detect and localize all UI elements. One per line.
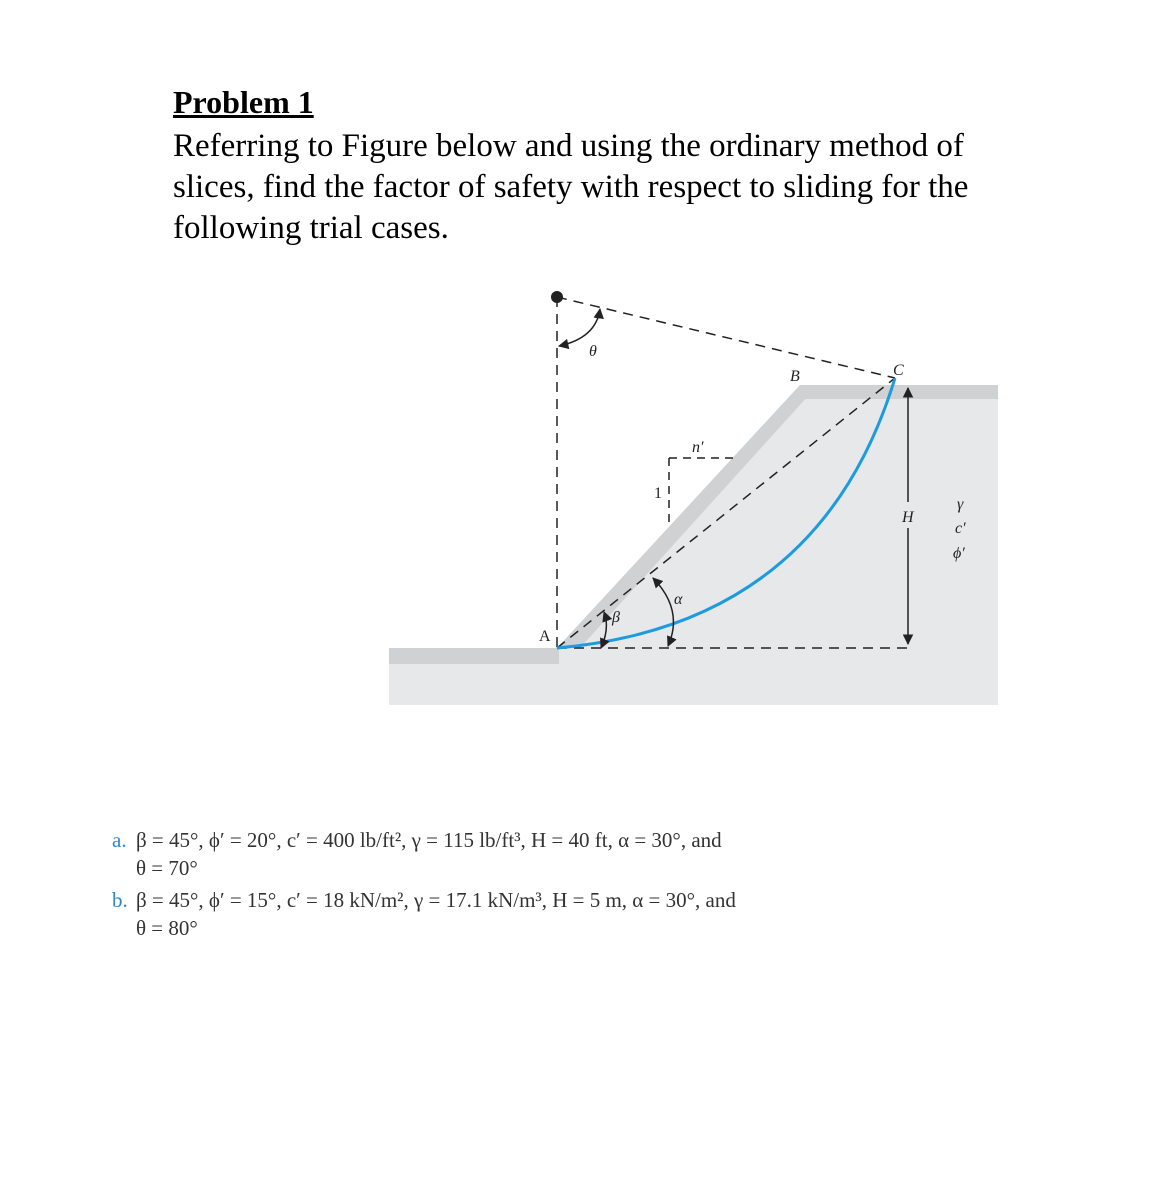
circle-center-point <box>551 291 563 303</box>
n-prime-label: n′ <box>692 439 704 456</box>
problem-statement: Referring to Figure below and using the ordinary method of slices, find the factor of safety with respect to sliding for the following trial cases. <box>173 128 969 246</box>
unit-weight-label: γ <box>957 496 964 513</box>
ratio-one-label: 1 <box>654 485 662 502</box>
problem-title: Problem 1 <box>173 84 314 120</box>
radius-line-to-c <box>557 297 895 378</box>
case-a <box>112 826 1012 882</box>
case-letter: b. <box>112 888 128 912</box>
case-b <box>112 886 1012 942</box>
case-parameters: β = 45°, ϕ′ = 20°, c′ = 400 lb/ft², γ = 115 lb/ft³, H = 40 ft, α = 30°, and <box>136 828 722 852</box>
cohesion-label: c′ <box>955 520 966 537</box>
point-a-label: A <box>539 628 551 645</box>
height-label: H <box>902 509 914 526</box>
trial-cases <box>112 826 1012 942</box>
point-c-label: C <box>893 362 904 379</box>
crest-ground-surface <box>800 385 998 399</box>
case-parameters: β = 45°, ϕ′ = 15°, c′ = 18 kN/m², γ = 17.1 kN/m³, H = 5 m, α = 30°, and <box>136 888 736 912</box>
point-b-label: B <box>790 368 800 385</box>
theta-arc <box>559 309 600 346</box>
toe-ground-surface <box>389 648 559 664</box>
case-letter: a. <box>112 828 127 852</box>
beta-label: β <box>612 609 620 626</box>
alpha-label: α <box>674 591 683 608</box>
theta-label: θ <box>589 343 597 360</box>
case-theta: θ = 80° <box>136 916 198 940</box>
case-theta: θ = 70° <box>136 856 198 880</box>
friction-angle-label: ϕ′ <box>953 545 965 562</box>
